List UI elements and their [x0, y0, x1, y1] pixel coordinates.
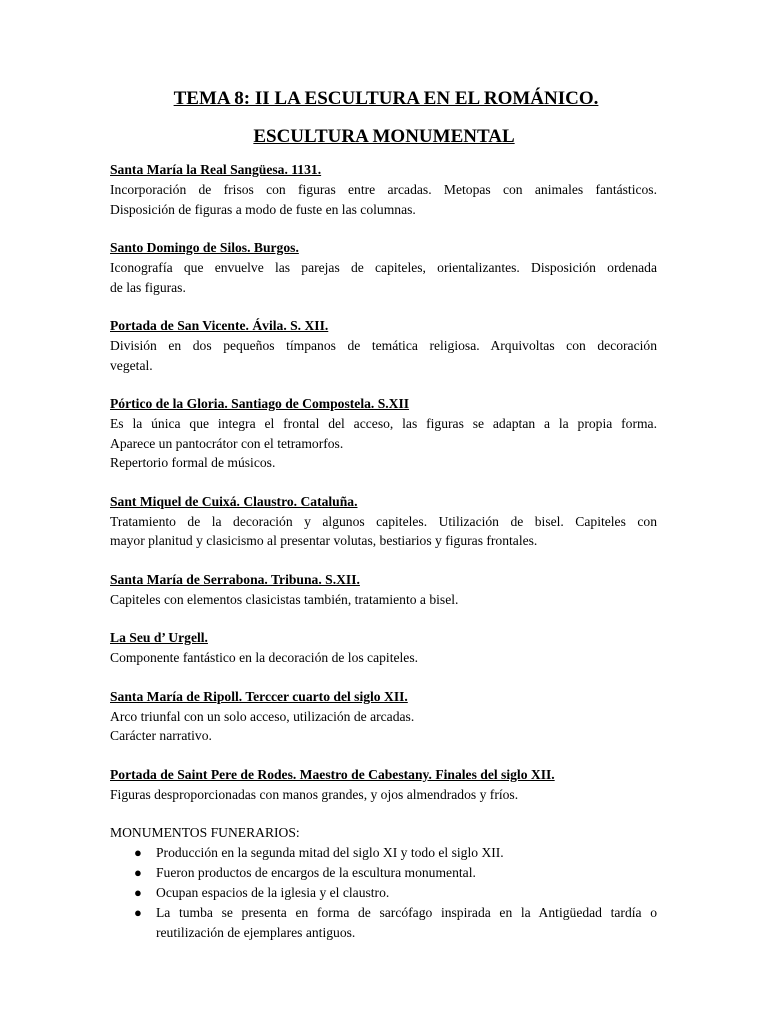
section-line: Disposición de figuras a modo de fuste en las columnas. — [110, 201, 416, 217]
monumentos-list — [110, 843, 657, 943]
section-silos — [110, 238, 657, 297]
section-serrabona — [110, 570, 657, 610]
document-title: TEMA 8: II LA ESCULTURA EN EL ROMÁNICO. — [173, 88, 599, 109]
section-ripoll — [110, 687, 657, 746]
section-line: mayor planitud y clasicismo al presentar volutas, bestiarios y figuras frontales. — [110, 533, 538, 548]
section-cuixa — [110, 492, 657, 551]
section-heading: Santa María de Ripoll. Terccer cuarto del siglo XII. — [110, 688, 408, 704]
section-san-vicente — [110, 316, 657, 375]
section-heading: Sant Miquel de Cuixá. Claustro. Cataluña. — [110, 493, 358, 509]
list-item-text: Producción en la segunda mitad del siglo XI y todo el siglo XII. — [156, 845, 504, 860]
section-line: de las figuras. — [110, 279, 186, 295]
list-item-text: La tumba se presenta en forma de sarcófago inspirada en la Antigüedad tardía o reutilización de ejemplares antiguos. — [156, 905, 657, 940]
bullet-icon: ● — [134, 905, 142, 920]
section-heading: La Seu d’ Urgell. — [110, 630, 208, 645]
section-seu-urgell — [110, 628, 657, 668]
list-item-text: Fueron productos de encargos de la escultura monumental. — [156, 865, 476, 880]
section-line: Carácter narrativo. — [110, 728, 212, 743]
section-line: Arco triunfal con un solo acceso, utilización de arcadas. — [110, 708, 415, 724]
section-saint-pere-rodes — [110, 765, 657, 805]
section-line: Aparece un pantocrátor con el tetramorfos. — [110, 435, 344, 451]
section-line: División en dos pequeños tímpanos de temática religiosa. Arquivoltas con decoración — [110, 338, 657, 353]
section-heading: Portada de San Vicente. Ávila. S. XII. — [110, 318, 329, 333]
section-line: Componente fantástico en la decoración de los capiteles. — [110, 650, 419, 665]
section-line: Es la única que integra el frontal del acceso, las figuras se adaptan a la propia forma. — [110, 416, 657, 431]
list-item — [134, 863, 657, 883]
section-heading: Pórtico de la Gloria. Santiago de Compostela. S.XII — [110, 396, 410, 411]
list-item — [134, 843, 657, 863]
section-sanguesa — [110, 160, 657, 219]
monumentos-heading: MONUMENTOS FUNERARIOS: — [110, 825, 300, 840]
section-heading: Santa María de Serrabona. Tribuna. S.XII. — [110, 571, 360, 587]
section-line: Capiteles con elementos clasicistas también, tratamiento a bisel. — [110, 591, 459, 607]
section-portico-gloria — [110, 394, 657, 473]
bullet-icon: ● — [134, 865, 142, 880]
section-line: Repertorio formal de músicos. — [110, 455, 276, 470]
document-body — [110, 160, 657, 943]
section-line: Iconografía que envuelve las parejas de capiteles, orientalizantes. Disposición ordenada — [110, 260, 657, 275]
section-heading: Santa María la Real Sangüesa. 1131. — [110, 162, 322, 177]
list-item — [134, 883, 657, 903]
section-heading: Portada de Saint Pere de Rodes. Maestro de Cabestany. Finales del siglo XII. — [110, 766, 555, 782]
section-line: Figuras desproporcionadas con manos grandes, y ojos almendrados y fríos. — [110, 786, 519, 802]
document-subtitle-text: ESCULTURA MONUMENTAL — [253, 126, 515, 147]
bullet-icon: ● — [134, 845, 142, 860]
bullet-icon: ● — [134, 885, 142, 900]
document-subtitle — [0, 126, 768, 148]
list-item — [134, 903, 657, 943]
section-heading: Santo Domingo de Silos. Burgos. — [110, 240, 299, 255]
section-line: vegetal. — [110, 357, 153, 373]
section-line: Incorporación de frisos con figuras entre arcadas. Metopas con animales fantásticos. — [110, 182, 657, 197]
section-line: Tratamiento de la decoración y algunos capiteles. Utilización de bisel. Capiteles con — [110, 513, 657, 529]
list-item-text: Ocupan espacios de la iglesia y el claustro. — [156, 885, 390, 900]
